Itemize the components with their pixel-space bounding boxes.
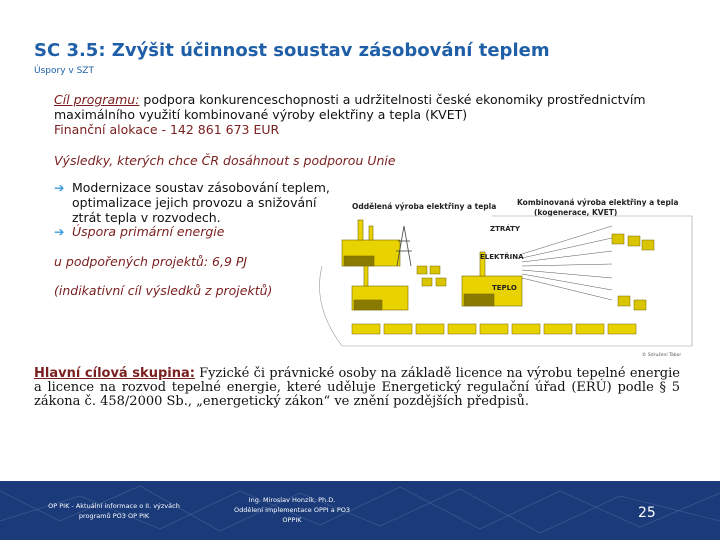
result-bullet-savings — [54, 224, 224, 239]
target-group-text: Fyzické či právnické osoby na základě licence na výrobu tepelné energie a licence na rozvod tepelné energie, které uděluje Energetický regulační úřad (ERÚ) podle § 5 zákona č. 458/2000 Sb., „energetický zákon“ ve znění pozdějších předpisů. — [34, 366, 680, 409]
program-goal — [54, 92, 682, 137]
result-bullet-modernization — [54, 180, 344, 225]
houses-right — [612, 234, 654, 310]
target-group-label: Hlavní cílová skupina: — [34, 366, 195, 381]
goal-text: podpora konkurenceschopnosti a udržitelnosti české ekonomiky prostřednictvím maximálního využití kombinované výroby elektřiny a tepla (KVET) — [54, 92, 646, 122]
bullet-text: Úspora primární energie — [72, 224, 225, 239]
goal-allocation: Finanční alokace - 142 861 673 EUR — [54, 122, 280, 137]
footer-program: OPPIK — [282, 516, 302, 524]
diagram-credit: © Sdružení Tábor — [642, 353, 682, 358]
footer-bar — [0, 481, 720, 540]
target-group — [34, 367, 680, 409]
footer-left-text: OP PIK - Aktuální informace o II. výzvách programů PO3 OP PIK — [48, 502, 180, 520]
diagram-right-title: Kombinovaná výroba elektřiny a tepla — [517, 198, 679, 207]
slide-title: SC 3.5: Zvýšit účinnost soustav zásobování teplem — [34, 40, 550, 61]
page-number: 25 — [638, 505, 656, 521]
arrow-right-icon: ➔ — [54, 224, 65, 239]
savings-value: u podpořených projektů: 6,9 PJ — [54, 254, 248, 269]
plant-top-left — [342, 220, 400, 266]
label-losses: ZTRÁTY — [490, 225, 520, 233]
goal-label: Cíl programu: — [54, 92, 140, 107]
bullet-text: Modernizace soustav zásobování teplem, optimalizace jejich provozu a snižování ztrát tepla v rozvodech. — [72, 180, 330, 225]
fuel-wagons — [352, 324, 636, 334]
diagram-right-subtitle: (kogenerace, KVET) — [534, 208, 618, 217]
houses-left — [417, 266, 446, 286]
diagram-left-title: Oddělená výroba elektřiny a tepla — [352, 202, 497, 211]
indicative-note: (indikativní cíl výsledků z projektů) — [54, 283, 273, 298]
results-heading: Výsledky, kterých chce ČR dosáhnout s podporou Unie — [54, 153, 396, 168]
kvet-diagram — [312, 196, 702, 360]
label-heat: TEPLO — [492, 284, 517, 292]
plant-bottom-left — [352, 266, 408, 310]
footer-department: Oddělení implementace OPPI a PO3 — [233, 506, 350, 514]
kvet-rays — [522, 226, 612, 300]
slide-subtitle: Úspory v SZT — [34, 66, 94, 76]
arrow-right-icon: ➔ — [54, 180, 65, 195]
label-electricity: ELEKTŘINA — [480, 253, 524, 261]
footer-author — [212, 495, 372, 525]
footer-author-name: Ing. Miroslav Honzík, Ph.D. — [248, 496, 336, 504]
